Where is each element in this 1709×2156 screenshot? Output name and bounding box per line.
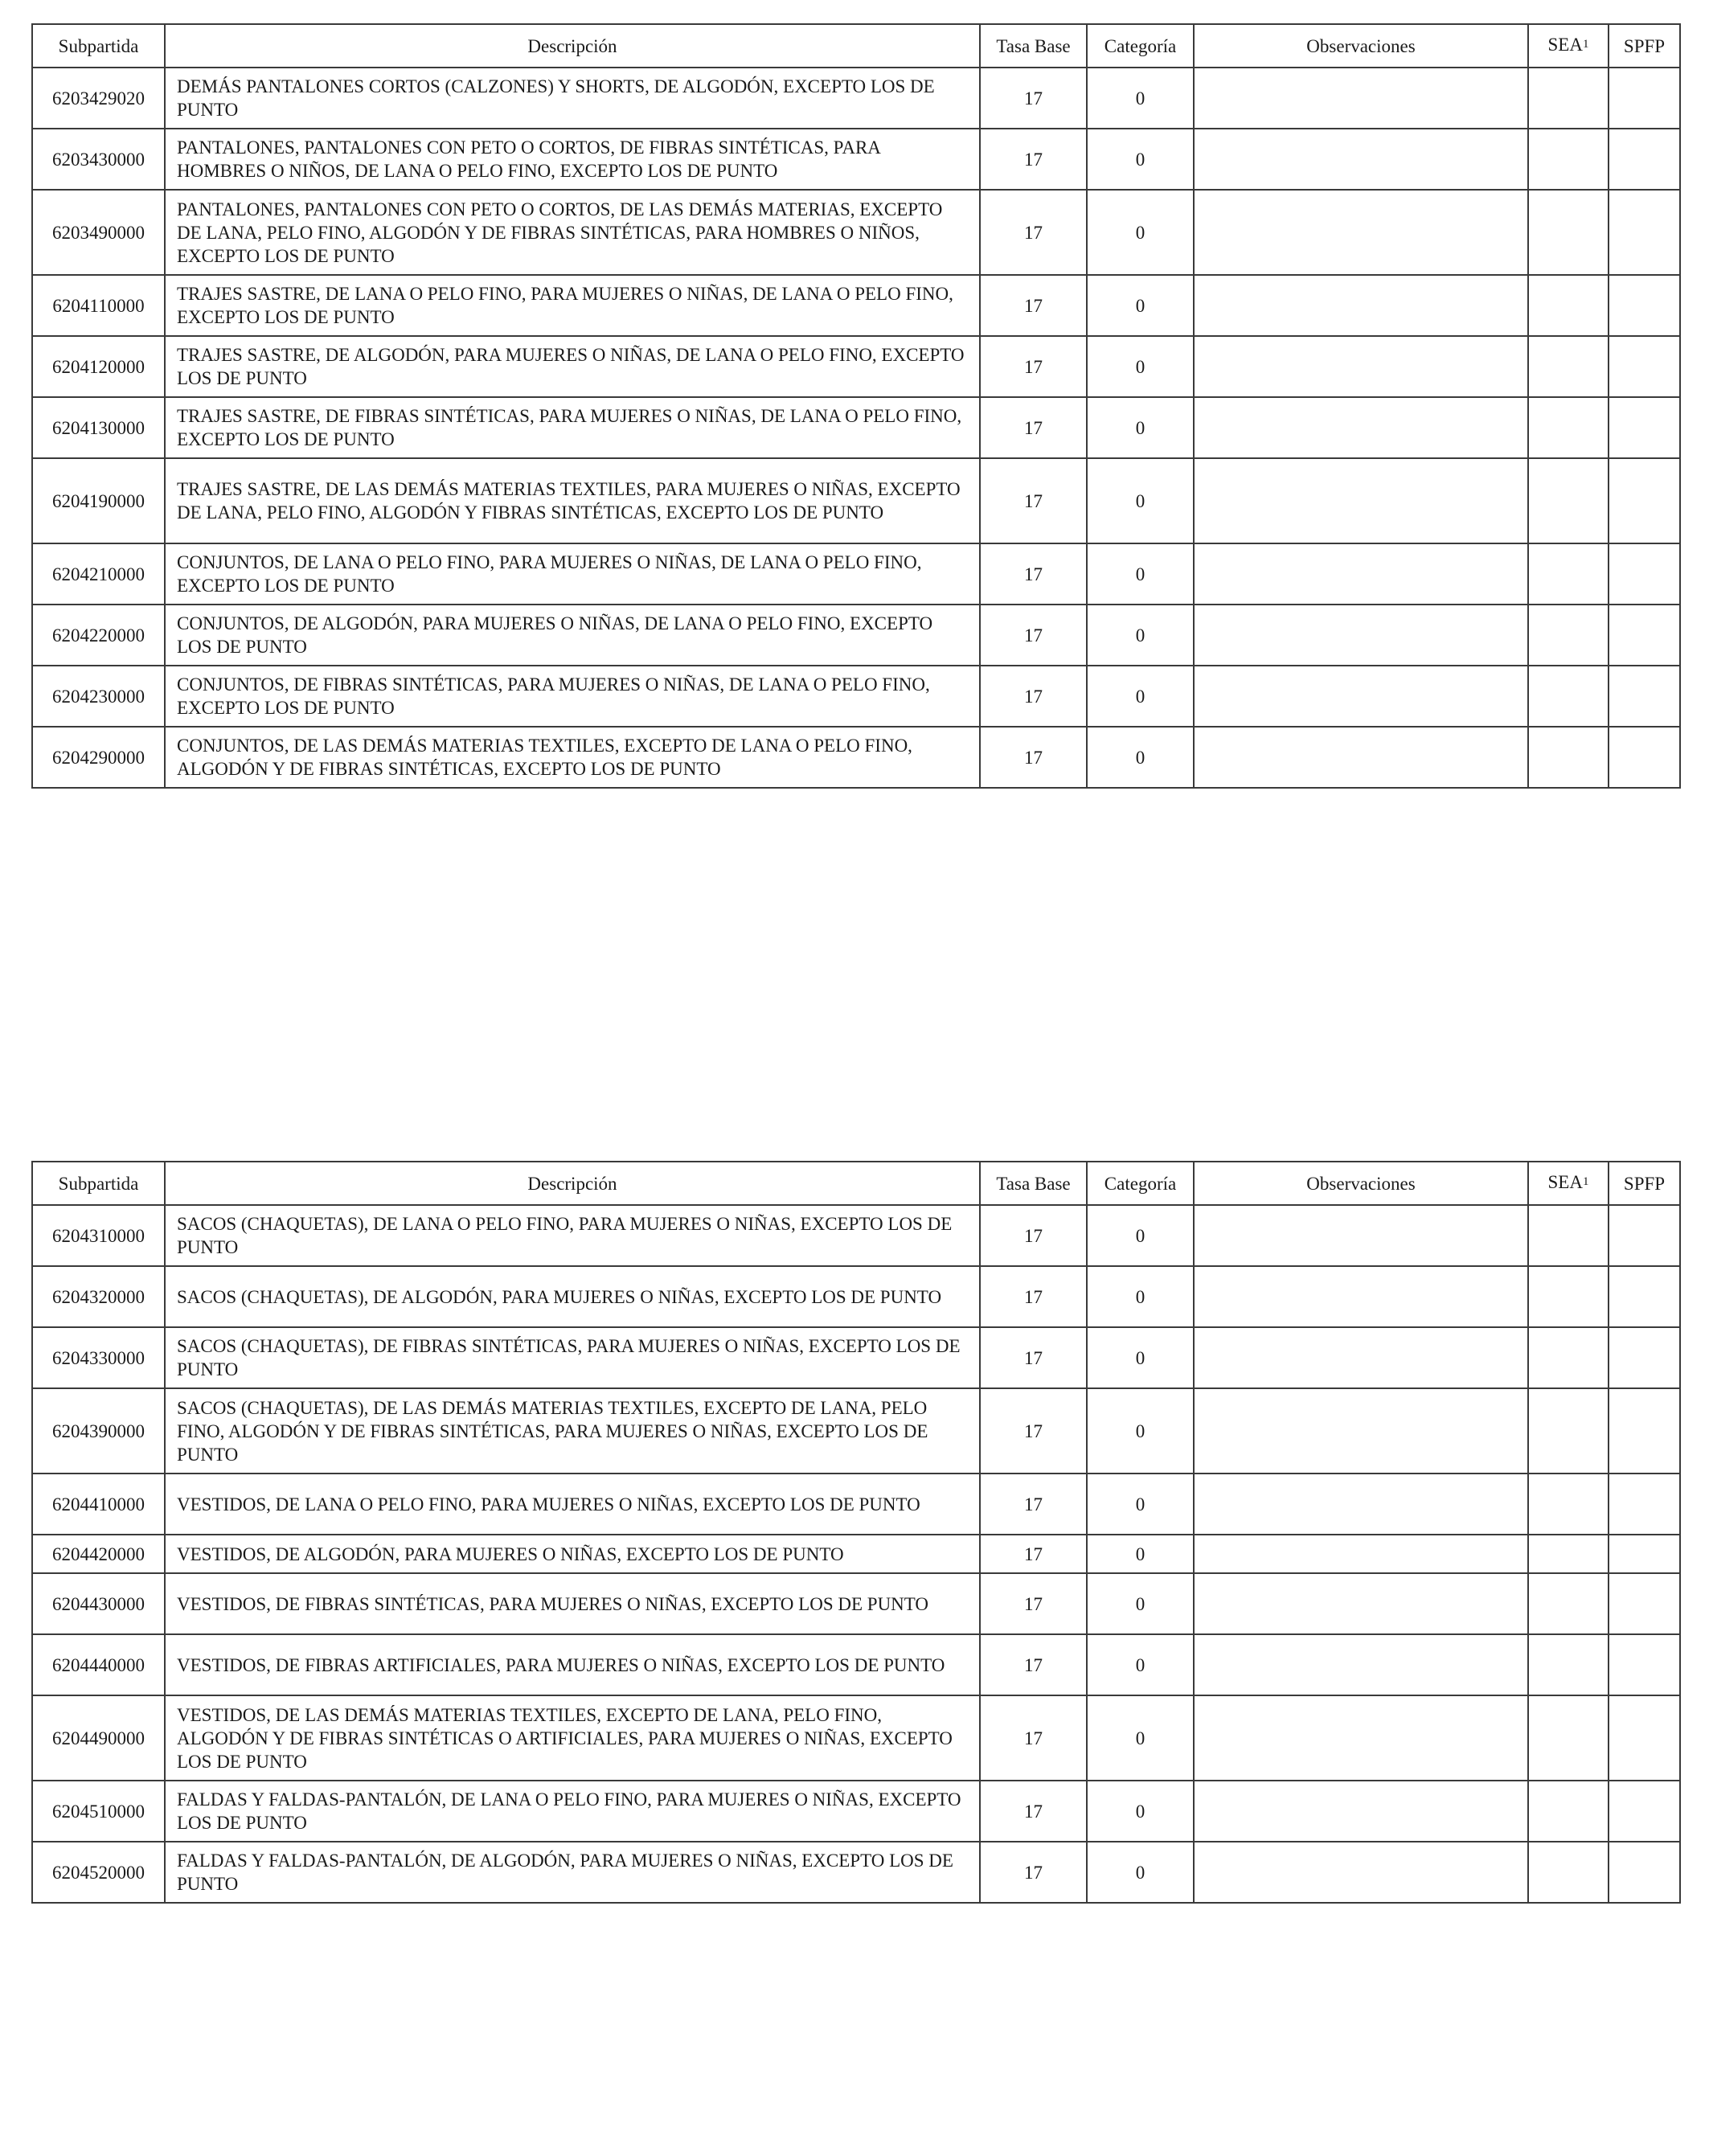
cell-sea (1528, 1573, 1609, 1634)
cell-tasa-base: 17 (980, 1327, 1087, 1388)
header-spfp: SPFP (1609, 1162, 1680, 1205)
cell-tasa-base: 17 (980, 1573, 1087, 1634)
cell-sea (1528, 1634, 1609, 1695)
cell-subpartida: 6204210000 (32, 543, 165, 605)
table-row (32, 1573, 1680, 1634)
cell-observaciones (1194, 1781, 1528, 1842)
table-row (32, 727, 1680, 788)
cell-spfp (1609, 1205, 1680, 1266)
cell-categoria: 0 (1087, 336, 1194, 397)
table-row (32, 458, 1680, 543)
cell-subpartida: 6203429020 (32, 68, 165, 129)
header-observaciones: Observaciones (1194, 24, 1528, 68)
cell-spfp (1609, 397, 1680, 458)
cell-descripcion: VESTIDOS, DE LAS DEMÁS MATERIAS TEXTILES, EXCEPTO DE LANA, PELO FINO, ALGODÓN Y DE FIBRAS SINTÉTICAS O ARTIFICIALES, PARA MUJERES O NIÑAS, EXCEPTO LOS DE PUNTO (165, 1695, 980, 1781)
cell-descripcion: FALDAS Y FALDAS-PANTALÓN, DE LANA O PELO FINO, PARA MUJERES O NIÑAS, EXCEPTO LOS DE PUNTO (165, 1781, 980, 1842)
cell-categoria: 0 (1087, 190, 1194, 275)
cell-descripcion: PANTALONES, PANTALONES CON PETO O CORTOS, DE FIBRAS SINTÉTICAS, PARA HOMBRES O NIÑOS, DE LANA O PELO FINO, EXCEPTO LOS DE PUNTO (165, 129, 980, 190)
table-row (32, 1695, 1680, 1781)
cell-descripcion: CONJUNTOS, DE FIBRAS SINTÉTICAS, PARA MUJERES O NIÑAS, DE LANA O PELO FINO, EXCEPTO LOS DE PUNTO (165, 666, 980, 727)
cell-descripcion: CONJUNTOS, DE LAS DEMÁS MATERIAS TEXTILES, EXCEPTO DE LANA O PELO FINO, ALGODÓN Y DE FIBRAS SINTÉTICAS, EXCEPTO LOS DE PUNTO (165, 727, 980, 788)
table-body (32, 1205, 1680, 1903)
table-row (32, 1266, 1680, 1327)
cell-categoria: 0 (1087, 605, 1194, 666)
cell-subpartida: 6204430000 (32, 1573, 165, 1634)
table-row (32, 605, 1680, 666)
cell-sea (1528, 1266, 1609, 1327)
cell-descripcion: PANTALONES, PANTALONES CON PETO O CORTOS, DE LAS DEMÁS MATERIAS, EXCEPTO DE LANA, PELO FINO, ALGODÓN Y DE FIBRAS SINTÉTICAS, PARA HOMBRES O NIÑOS, EXCEPTO LOS DE PUNTO (165, 190, 980, 275)
table-row (32, 1474, 1680, 1535)
cell-categoria: 0 (1087, 1695, 1194, 1781)
footnote-marker: 1 (1582, 1174, 1589, 1188)
cell-sea (1528, 1781, 1609, 1842)
cell-sea (1528, 1327, 1609, 1388)
cell-tasa-base: 17 (980, 1205, 1087, 1266)
cell-spfp (1609, 1573, 1680, 1634)
cell-subpartida: 6204110000 (32, 275, 165, 336)
cell-observaciones (1194, 1388, 1528, 1474)
cell-subpartida: 6204420000 (32, 1535, 165, 1573)
cell-tasa-base: 17 (980, 1535, 1087, 1573)
cell-descripcion: SACOS (CHAQUETAS), DE LAS DEMÁS MATERIAS TEXTILES, EXCEPTO DE LANA, PELO FINO, ALGODÓN Y DE FIBRAS SINTÉTICAS, PARA MUJERES O NIÑAS, EXCEPTO LOS DE PUNTO (165, 1388, 980, 1474)
cell-subpartida: 6204440000 (32, 1634, 165, 1695)
cell-spfp (1609, 275, 1680, 336)
table-row (32, 1634, 1680, 1695)
cell-observaciones (1194, 1695, 1528, 1781)
cell-observaciones (1194, 1205, 1528, 1266)
cell-tasa-base: 17 (980, 68, 1087, 129)
cell-observaciones (1194, 1266, 1528, 1327)
cell-sea (1528, 1474, 1609, 1535)
cell-sea (1528, 727, 1609, 788)
cell-categoria: 0 (1087, 1474, 1194, 1535)
cell-spfp (1609, 1842, 1680, 1903)
cell-spfp (1609, 1535, 1680, 1573)
cell-categoria: 0 (1087, 666, 1194, 727)
cell-categoria: 0 (1087, 1388, 1194, 1474)
table-row (32, 275, 1680, 336)
table-row (32, 397, 1680, 458)
cell-spfp (1609, 727, 1680, 788)
table-row (32, 129, 1680, 190)
table-row (32, 1535, 1680, 1573)
cell-categoria: 0 (1087, 275, 1194, 336)
cell-categoria: 0 (1087, 1634, 1194, 1695)
cell-sea (1528, 605, 1609, 666)
cell-observaciones (1194, 1634, 1528, 1695)
cell-sea (1528, 68, 1609, 129)
header-subpartida: Subpartida (32, 24, 165, 68)
cell-descripcion: SACOS (CHAQUETAS), DE LANA O PELO FINO, PARA MUJERES O NIÑAS, EXCEPTO LOS DE PUNTO (165, 1205, 980, 1266)
cell-spfp (1609, 1327, 1680, 1388)
cell-descripcion: CONJUNTOS, DE LANA O PELO FINO, PARA MUJERES O NIÑAS, DE LANA O PELO FINO, EXCEPTO LOS DE PUNTO (165, 543, 980, 605)
cell-categoria: 0 (1087, 1535, 1194, 1573)
cell-tasa-base: 17 (980, 1634, 1087, 1695)
table-row (32, 1388, 1680, 1474)
cell-observaciones (1194, 275, 1528, 336)
cell-subpartida: 6203430000 (32, 129, 165, 190)
cell-descripcion: TRAJES SASTRE, DE ALGODÓN, PARA MUJERES O NIÑAS, DE LANA O PELO FINO, EXCEPTO LOS DE PUNTO (165, 336, 980, 397)
cell-subpartida: 6204390000 (32, 1388, 165, 1474)
cell-subpartida: 6204490000 (32, 1695, 165, 1781)
header-sea (1528, 1162, 1609, 1205)
cell-sea (1528, 129, 1609, 190)
cell-subpartida: 6204290000 (32, 727, 165, 788)
cell-tasa-base: 17 (980, 1842, 1087, 1903)
table-row (32, 190, 1680, 275)
cell-tasa-base: 17 (980, 543, 1087, 605)
cell-descripcion: VESTIDOS, DE LANA O PELO FINO, PARA MUJERES O NIÑAS, EXCEPTO LOS DE PUNTO (165, 1474, 980, 1535)
cell-sea (1528, 666, 1609, 727)
cell-subpartida: 6204320000 (32, 1266, 165, 1327)
cell-descripcion: FALDAS Y FALDAS-PANTALÓN, DE ALGODÓN, PARA MUJERES O NIÑAS, EXCEPTO LOS DE PUNTO (165, 1842, 980, 1903)
cell-sea (1528, 397, 1609, 458)
header-descripcion: Descripción (165, 24, 980, 68)
cell-subpartida: 6204130000 (32, 397, 165, 458)
cell-observaciones (1194, 666, 1528, 727)
table-row (32, 666, 1680, 727)
cell-spfp (1609, 1781, 1680, 1842)
table-row (32, 1327, 1680, 1388)
cell-tasa-base: 17 (980, 605, 1087, 666)
tariff-table-1 (31, 23, 1681, 789)
cell-observaciones (1194, 68, 1528, 129)
cell-tasa-base: 17 (980, 666, 1087, 727)
cell-tasa-base: 17 (980, 1695, 1087, 1781)
cell-sea (1528, 1695, 1609, 1781)
cell-subpartida: 6204120000 (32, 336, 165, 397)
cell-spfp (1609, 1634, 1680, 1695)
cell-observaciones (1194, 1327, 1528, 1388)
cell-sea (1528, 1388, 1609, 1474)
cell-tasa-base: 17 (980, 275, 1087, 336)
table-body (32, 68, 1680, 788)
header-tasa-base: Tasa Base (980, 1162, 1087, 1205)
cell-descripcion: SACOS (CHAQUETAS), DE ALGODÓN, PARA MUJERES O NIÑAS, EXCEPTO LOS DE PUNTO (165, 1266, 980, 1327)
cell-sea (1528, 543, 1609, 605)
cell-tasa-base: 17 (980, 458, 1087, 543)
cell-sea (1528, 458, 1609, 543)
cell-sea (1528, 1205, 1609, 1266)
cell-categoria: 0 (1087, 458, 1194, 543)
cell-sea (1528, 1842, 1609, 1903)
cell-observaciones (1194, 1474, 1528, 1535)
cell-subpartida: 6204520000 (32, 1842, 165, 1903)
cell-spfp (1609, 129, 1680, 190)
cell-observaciones (1194, 1573, 1528, 1634)
cell-observaciones (1194, 458, 1528, 543)
table-row (32, 543, 1680, 605)
cell-tasa-base: 17 (980, 1266, 1087, 1327)
header-spfp: SPFP (1609, 24, 1680, 68)
cell-spfp (1609, 543, 1680, 605)
cell-descripcion: VESTIDOS, DE FIBRAS ARTIFICIALES, PARA MUJERES O NIÑAS, EXCEPTO LOS DE PUNTO (165, 1634, 980, 1695)
cell-descripcion: VESTIDOS, DE FIBRAS SINTÉTICAS, PARA MUJERES O NIÑAS, EXCEPTO LOS DE PUNTO (165, 1573, 980, 1634)
cell-subpartida: 6204310000 (32, 1205, 165, 1266)
header-sea (1528, 24, 1609, 68)
cell-observaciones (1194, 397, 1528, 458)
cell-spfp (1609, 666, 1680, 727)
cell-observaciones (1194, 129, 1528, 190)
cell-subpartida: 6204190000 (32, 458, 165, 543)
cell-sea (1528, 1535, 1609, 1573)
cell-categoria: 0 (1087, 727, 1194, 788)
cell-descripcion: TRAJES SASTRE, DE LANA O PELO FINO, PARA MUJERES O NIÑAS, DE LANA O PELO FINO, EXCEPTO LOS DE PUNTO (165, 275, 980, 336)
cell-subpartida: 6204410000 (32, 1474, 165, 1535)
header-sea-label: SEA (1547, 34, 1583, 55)
cell-categoria: 0 (1087, 397, 1194, 458)
cell-descripcion: TRAJES SASTRE, DE LAS DEMÁS MATERIAS TEXTILES, PARA MUJERES O NIÑAS, EXCEPTO DE LANA, PELO FINO, ALGODÓN Y FIBRAS SINTÉTICAS, EXCEPTO LOS DE PUNTO (165, 458, 980, 543)
header-row (32, 24, 1680, 68)
cell-categoria: 0 (1087, 1205, 1194, 1266)
cell-categoria: 0 (1087, 1327, 1194, 1388)
cell-sea (1528, 336, 1609, 397)
cell-categoria: 0 (1087, 1573, 1194, 1634)
cell-categoria: 0 (1087, 543, 1194, 605)
header-row (32, 1162, 1680, 1205)
cell-categoria: 0 (1087, 1266, 1194, 1327)
cell-observaciones (1194, 190, 1528, 275)
header-observaciones: Observaciones (1194, 1162, 1528, 1205)
cell-tasa-base: 17 (980, 727, 1087, 788)
cell-observaciones (1194, 543, 1528, 605)
cell-tasa-base: 17 (980, 129, 1087, 190)
header-subpartida: Subpartida (32, 1162, 165, 1205)
footnote-marker: 1 (1582, 37, 1589, 51)
cell-spfp (1609, 190, 1680, 275)
header-tasa-base: Tasa Base (980, 24, 1087, 68)
cell-spfp (1609, 1695, 1680, 1781)
cell-tasa-base: 17 (980, 397, 1087, 458)
cell-descripcion: CONJUNTOS, DE ALGODÓN, PARA MUJERES O NIÑAS, DE LANA O PELO FINO, EXCEPTO LOS DE PUNTO (165, 605, 980, 666)
cell-descripcion: VESTIDOS, DE ALGODÓN, PARA MUJERES O NIÑAS, EXCEPTO LOS DE PUNTO (165, 1535, 980, 1573)
cell-tasa-base: 17 (980, 336, 1087, 397)
cell-spfp (1609, 336, 1680, 397)
cell-observaciones (1194, 605, 1528, 666)
cell-spfp (1609, 1266, 1680, 1327)
cell-tasa-base: 17 (980, 1388, 1087, 1474)
header-categoria: Categoría (1087, 1162, 1194, 1205)
cell-subpartida: 6204510000 (32, 1781, 165, 1842)
cell-categoria: 0 (1087, 1781, 1194, 1842)
cell-categoria: 0 (1087, 129, 1194, 190)
header-descripcion: Descripción (165, 1162, 980, 1205)
cell-descripcion: DEMÁS PANTALONES CORTOS (CALZONES) Y SHORTS, DE ALGODÓN, EXCEPTO LOS DE PUNTO (165, 68, 980, 129)
cell-subpartida: 6203490000 (32, 190, 165, 275)
cell-spfp (1609, 605, 1680, 666)
tariff-table-2 (31, 1161, 1681, 1904)
cell-subpartida: 6204230000 (32, 666, 165, 727)
cell-tasa-base: 17 (980, 190, 1087, 275)
cell-subpartida: 6204220000 (32, 605, 165, 666)
cell-observaciones (1194, 1535, 1528, 1573)
cell-observaciones (1194, 1842, 1528, 1903)
cell-spfp (1609, 458, 1680, 543)
cell-spfp (1609, 1388, 1680, 1474)
header-categoria: Categoría (1087, 24, 1194, 68)
cell-categoria: 0 (1087, 68, 1194, 129)
cell-observaciones (1194, 336, 1528, 397)
cell-categoria: 0 (1087, 1842, 1194, 1903)
table-row (32, 1205, 1680, 1266)
cell-sea (1528, 190, 1609, 275)
table-row (32, 1781, 1680, 1842)
table-row (32, 1842, 1680, 1903)
cell-tasa-base: 17 (980, 1474, 1087, 1535)
cell-sea (1528, 275, 1609, 336)
cell-spfp (1609, 68, 1680, 129)
cell-spfp (1609, 1474, 1680, 1535)
table-row (32, 68, 1680, 129)
cell-descripcion: TRAJES SASTRE, DE FIBRAS SINTÉTICAS, PARA MUJERES O NIÑAS, DE LANA O PELO FINO, EXCEPTO LOS DE PUNTO (165, 397, 980, 458)
cell-tasa-base: 17 (980, 1781, 1087, 1842)
cell-subpartida: 6204330000 (32, 1327, 165, 1388)
cell-descripcion: SACOS (CHAQUETAS), DE FIBRAS SINTÉTICAS, PARA MUJERES O NIÑAS, EXCEPTO LOS DE PUNTO (165, 1327, 980, 1388)
header-sea-label: SEA (1547, 1171, 1583, 1192)
table-row (32, 336, 1680, 397)
cell-observaciones (1194, 727, 1528, 788)
